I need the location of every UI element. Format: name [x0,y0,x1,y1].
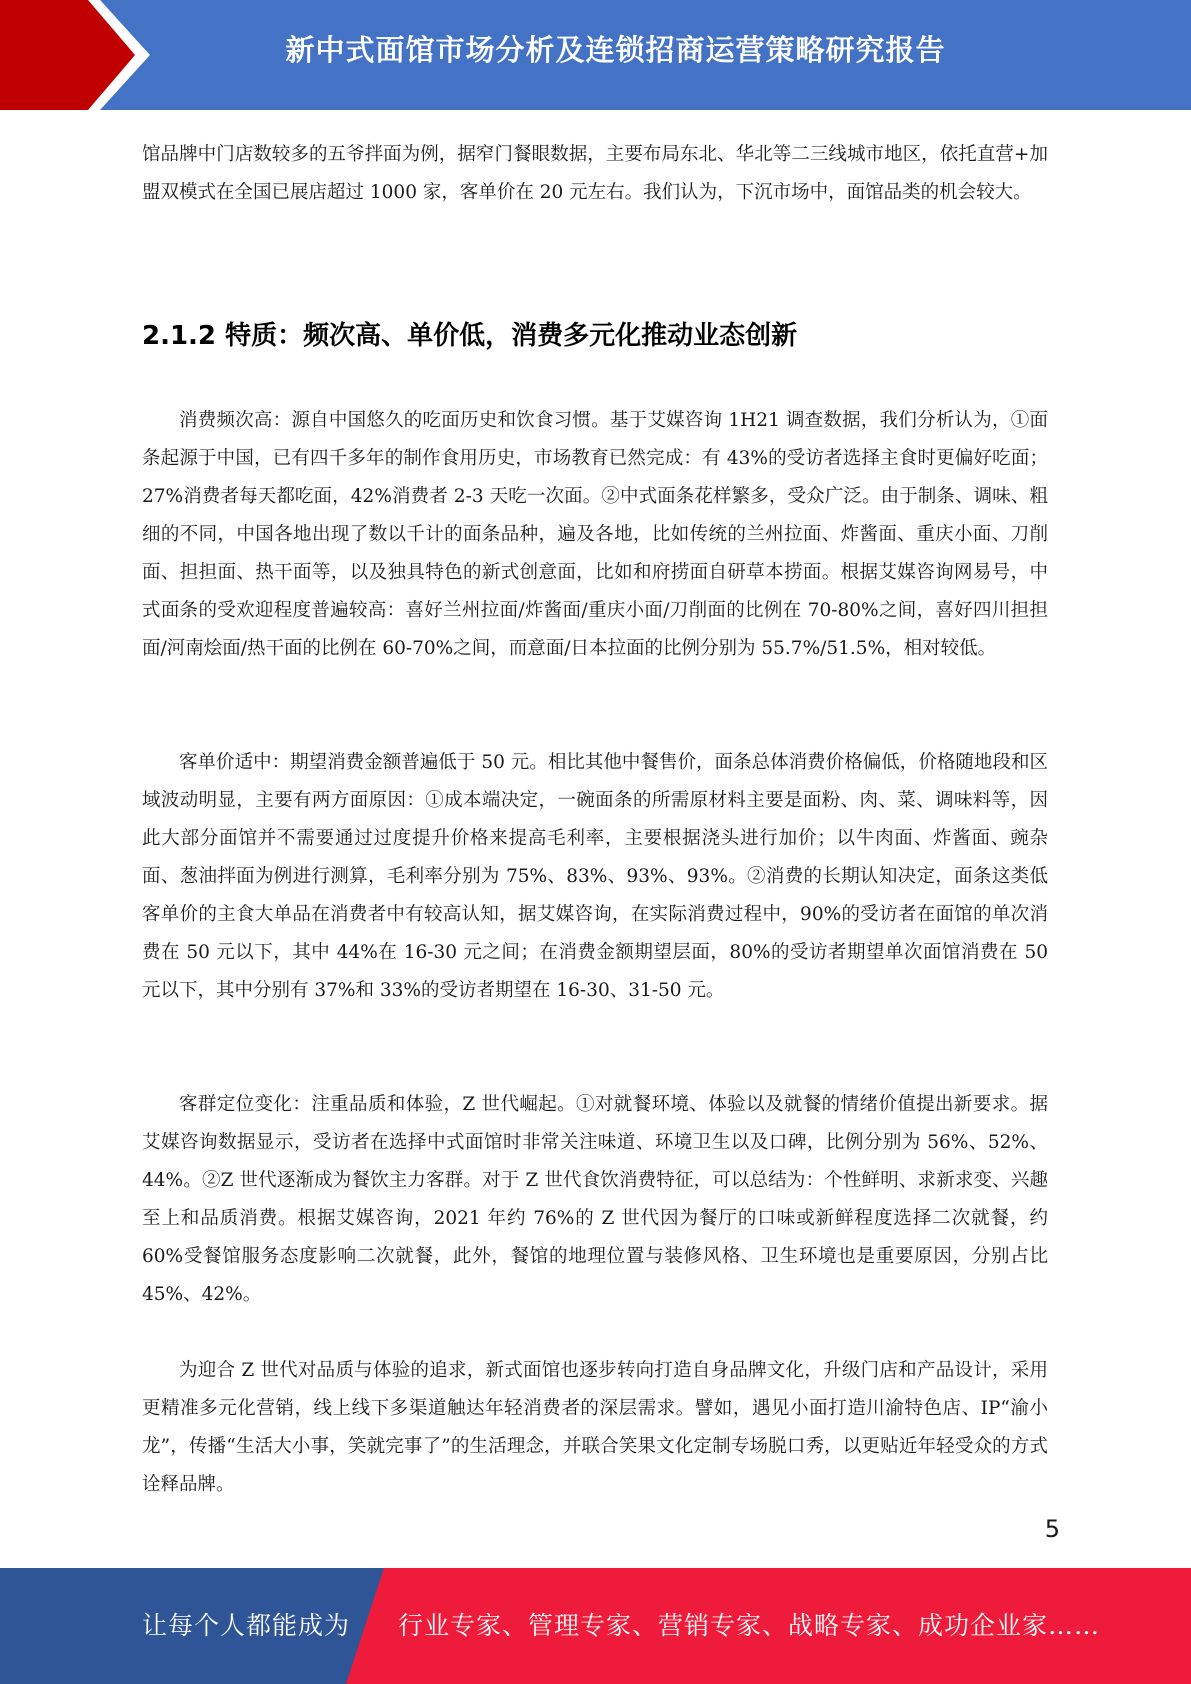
intro-paragraph: 馆品牌中门店数较多的五爷拌面为例，据窄门餐眼数据，主要布局东北、华北等二三线城市地区，依托直营+加盟双模式在全国已展店超过 1000 家，客单价在 20 元左右。我们认为，下沉市场中，面馆品类的机会较大。 [142,144,1048,203]
price-paragraph: 客单价适中：期望消费金额普遍低于 50 元。相比其他中餐售价，面条总体消费价格偏低，价格随地段和区域波动明显，主要有两方面原因：①成本端决定，一碗面条的所需原材料主要是面粉、肉、菜、调味料等，因此大部分面馆并不需要通过过度提升价格来提高毛利率，主要根据浇头进行加价；以牛肉面、炸酱面、豌杂面、葱油拌面为例进行测算，毛利率分别为 75%、83%、93%、93%。②消费的长期认知决定，面条这类低客单价的主食大单品在消费者中有较高认知，据艾媒咨询，在实际消费过程中，90%的受访者在面馆的单次消费在 50 元以下，其中 44%在 16-30 元之间；在消费金额期望层面，80%的受访者期望单次面馆消费在 50 元以下，其中分别有 37%和 33%的受访者期望在 16-30、31-50 元。 [142,752,1048,1001]
header-arrow-decoration [0,0,150,110]
page-number: 5 [1044,1515,1060,1543]
footer-slogan-left: 让每个人都能成为 [142,1611,351,1640]
frequency-paragraph: 消费频次高：源自中国悠久的吃面历史和饮食习惯。基于艾媒咨询 1H21 调查数据，我们分析认为，①面条起源于中国，已有四千多年的制作食用历史，市场教育已然完成：有 43%的受访者选择主食时更偏好吃面；27%消费者每天都吃面，42%消费者 2-3 天吃一次面。②中式面条花样繁多，受众广泛。由于制条、调味、粗细的不同，中国各地出现了数以千计的面条品种，遍及各地，比如传统的兰州拉面、炸酱面、重庆小面、刀削面、担担面、热干面等，以及独具特色的新式创意面，比如和府捞面自研草本捞面。根据艾媒咨询网易号，中式面条的受欢迎程度普遍较高：喜好兰州拉面/炸酱面/重庆小面/刀削面的比例在 70-80%之间，喜好四川担担面/河南烩面/热干面的比例在 60-70%之间，而意面/日本拉面的比例分别为 55.7%/51.5%，相对较低。 [142,410,1048,659]
page-footer [0,1568,1191,1684]
document-title: 新中式面馆市场分析及连锁招商运营策略研究报告 [285,33,946,67]
footer-slogan-right: 行业专家、管理专家、营销专家、战略专家、成功企业家…… [398,1611,1101,1640]
section-heading: 2.1.2 特质：频次高、单价低，消费多元化推动业态创新 [142,321,798,351]
customer-group-paragraph: 客群定位变化：注重品质和体验，Z 世代崛起。①对就餐环境、体验以及就餐的情绪价值提出新要求。据艾媒咨询数据显示，受访者在选择中式面馆时非常关注味道、环境卫生以及口碑，比例分别为 56%、52%、44%。②Z 世代逐渐成为餐饮主力客群。对于 Z 世代食饮消费特征，可以总结为：个性鲜明、求新求变、兴趣至上和品质消费。根据艾媒咨询，2021 年约 76%的 Z 世代因为餐厅的口味或新鲜程度选择二次就餐，约 60%受餐馆服务态度影响二次就餐，此外，餐馆的地理位置与装修风格、卫生环境也是重要原因，分别占比 45%、42%。 [142,1094,1048,1305]
page-header [0,0,1191,110]
brand-paragraph: 为迎合 Z 世代对品质与体验的追求，新式面馆也逐步转向打造自身品牌文化，升级门店和产品设计，采用更精准多元化营销，线上线下多渠道触达年轻消费者的深层需求。譬如，遇见小面打造川渝特色店、IP“渝小龙”，传播“生活大小事，笑就完事了”的生活理念，并联合笑果文化定制专场脱口秀，以更贴近年轻受众的方式诠释品牌。 [142,1360,1048,1495]
